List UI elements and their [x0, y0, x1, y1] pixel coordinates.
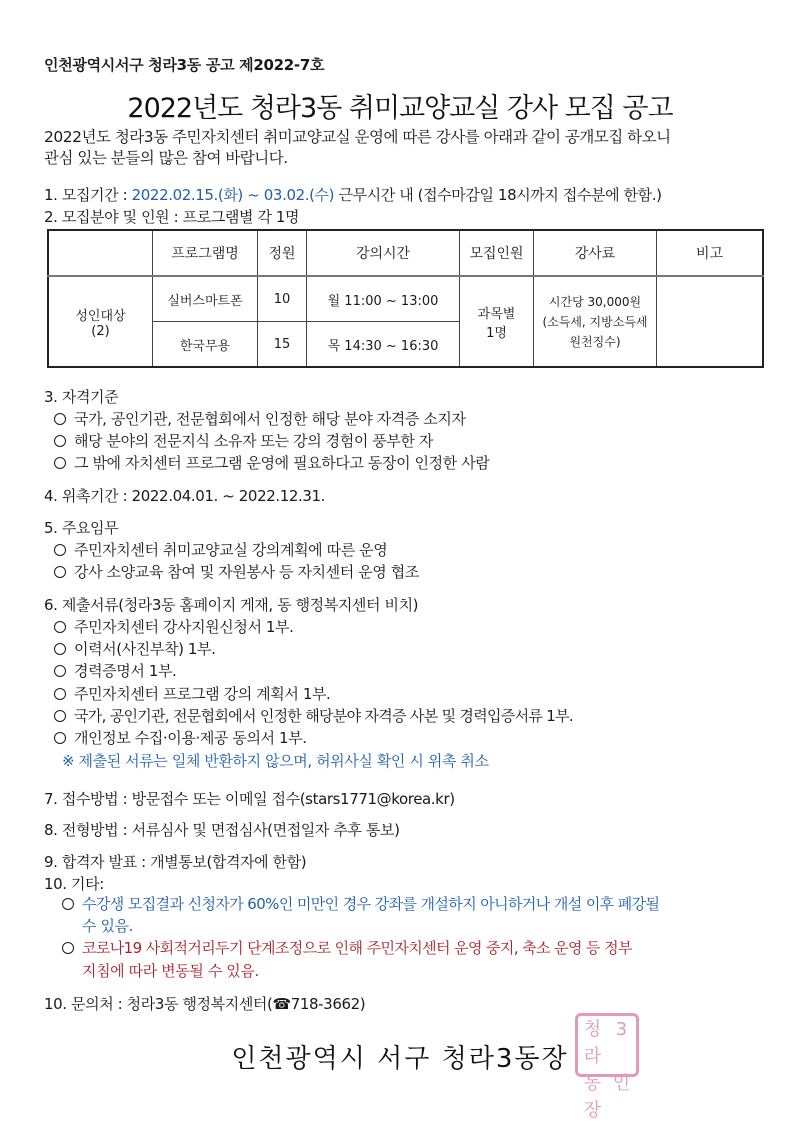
table-header-capacity: 정원	[258, 230, 307, 276]
recruit-count-line-2: 1명	[486, 325, 507, 341]
table-header-remarks: 비고	[657, 230, 764, 276]
table-row	[48, 276, 763, 322]
list-item-text: 주민자치센터 프로그램 강의 계획서 1부.	[74, 685, 331, 703]
list-item	[54, 616, 294, 637]
remarks-cell	[657, 276, 764, 367]
target-group: 성인대상	[75, 308, 126, 324]
section-other: 10. 기타:	[44, 875, 104, 893]
seal-char: 동장	[583, 1073, 602, 1121]
table-header-program: 프로그램명	[153, 230, 258, 276]
list-item-text: 주민자치센터 강사지원신청서 1부.	[74, 618, 294, 636]
list-item-text: 코로나19 사회적거리두기 단계조정으로 인해 주민자치센터 운영 중지, 축소 운영 등 정부	[82, 939, 632, 957]
section-qualifications: 3. 자격기준	[44, 388, 119, 406]
list-item-text: 수강생 모집결과 신청자가 60%인 미만인 경우 강좌를 개설하지 아니하거나 개설 이후 폐강될	[82, 895, 660, 913]
target-group-count: (2)	[91, 323, 110, 339]
fee-line-1: 시간당 30,000원	[548, 294, 642, 309]
program-time: 목 14:30 ~ 16:30	[307, 322, 460, 368]
list-item	[62, 893, 659, 914]
table-header-time: 강의시간	[307, 230, 460, 276]
section-announcement: 9. 합격자 발표 : 개별통보(합격자에 한함)	[44, 853, 307, 871]
list-item	[54, 683, 330, 704]
list-item	[62, 937, 632, 958]
program-table	[47, 229, 764, 368]
fee-line-3: 원천징수)	[569, 334, 621, 349]
section-recruit-period	[44, 184, 662, 205]
seal-char: 청라	[583, 1019, 602, 1067]
fee-line-2: (소득세, 지방소득세	[542, 314, 648, 329]
list-item	[54, 727, 307, 748]
circle-bullet-icon	[54, 457, 66, 469]
circle-bullet-icon	[54, 544, 66, 556]
official-seal-icon	[575, 1013, 639, 1121]
intro-text	[44, 127, 671, 169]
section-appointment-period: 4. 위촉기간 : 2022.04.01. ~ 2022.12.31.	[44, 487, 326, 505]
circle-bullet-icon	[54, 732, 66, 744]
list-item-text: 개인정보 수집·이용·제공 동의서 1부.	[74, 729, 307, 747]
circle-bullet-icon	[54, 643, 66, 655]
fee-cell	[534, 276, 657, 367]
intro-line-1: 2022년도 청라3동 주민자치센터 취미교양교실 운영에 따른 강사를 아래과 같이 공개모집 하오니	[44, 128, 671, 146]
program-name: 실버스마트폰	[153, 276, 258, 322]
documents-notice: ※ 제출된 서류는 일체 반환하지 않으며, 허위사실 확인 시 위촉 취소	[62, 752, 489, 770]
list-item	[54, 408, 466, 429]
recruit-period-dates: 2022.02.15.(화) ~ 03.02.(수)	[131, 186, 335, 204]
list-item-text: 주민자치센터 취미교양교실 강의계획에 따른 운영	[74, 541, 388, 559]
program-name: 한국무용	[153, 322, 258, 368]
list-item	[54, 705, 573, 726]
table-header-row	[48, 230, 763, 276]
program-time: 월 11:00 ~ 13:00	[307, 276, 460, 322]
list-item-text: 이력서(사진부착) 1부.	[74, 640, 216, 658]
target-group-cell	[48, 276, 153, 367]
circle-bullet-icon	[54, 435, 66, 447]
intro-line-2: 관심 있는 분들의 많은 참여 바랍니다.	[44, 149, 288, 167]
page-title: 2022년도 청라3동 취미교양교실 강사 모집 공고	[127, 93, 673, 124]
section-contact: 10. 문의처 : 청라3동 행정복지센터(☎718-3662)	[44, 995, 366, 1013]
recruit-period-note: 근무시간 내 (접수마감일 18시까지 접수분에 한함.)	[334, 186, 662, 204]
list-item-continuation: 지침에 따라 변동될 수 있음.	[82, 962, 259, 980]
list-item-text: 경력증명서 1부.	[74, 662, 177, 680]
program-capacity: 15	[258, 322, 307, 368]
list-item	[54, 539, 387, 560]
circle-bullet-icon	[54, 688, 66, 700]
circle-bullet-icon	[54, 413, 66, 425]
list-item	[54, 430, 433, 451]
section-documents: 6. 제출서류(청라3동 홈페이지 게재, 동 행정복지센터 비치)	[44, 596, 419, 614]
table-header-blank	[48, 230, 153, 276]
seal-char: 인	[612, 1073, 631, 1094]
circle-bullet-icon	[54, 710, 66, 722]
list-item-text: 강사 소양교육 참여 및 자원봉사 등 자치센터 운영 협조	[74, 563, 419, 581]
list-item	[54, 452, 489, 473]
list-item-continuation: 수 있음.	[82, 917, 134, 935]
recruit-count-cell	[460, 276, 534, 367]
notice-number: 인천광역시서구 청라3동 공고 제2022-7호	[44, 56, 325, 74]
section-screening-method: 8. 전형방법 : 서류심사 및 면접심사(면접일자 추후 통보)	[44, 821, 400, 839]
circle-bullet-icon	[54, 665, 66, 677]
section-1-label: 1. 모집기간 :	[44, 186, 132, 204]
list-item-text: 해당 분야의 전문지식 소유자 또는 강의 경험이 풍부한 자	[74, 432, 434, 450]
circle-bullet-icon	[62, 942, 74, 954]
list-item	[54, 660, 176, 681]
seal-char: 3	[615, 1019, 628, 1040]
circle-bullet-icon	[54, 566, 66, 578]
program-capacity: 10	[258, 276, 307, 322]
list-item-text: 그 밖에 자치센터 프로그램 운영에 필요하다고 동장이 인정한 사람	[74, 454, 490, 472]
section-main-duties: 5. 주요임무	[44, 519, 119, 537]
list-item-text: 국가, 공인기관, 전문협회에서 인정한 해당 분야 자격증 소지자	[74, 410, 466, 428]
circle-bullet-icon	[62, 898, 74, 910]
circle-bullet-icon	[54, 621, 66, 633]
signature: 인천광역시 서구 청라3동장	[231, 1044, 569, 1074]
list-item	[54, 638, 216, 659]
table-header-recruit: 모집인원	[460, 230, 534, 276]
section-submission-method: 7. 접수방법 : 방문접수 또는 이메일 접수(stars1771@korea.kr)	[44, 790, 455, 808]
list-item	[54, 561, 419, 582]
list-item-text: 국가, 공인기관, 전문협회에서 인정한 해당분야 자격증 사본 및 경력입증서류 1부.	[74, 707, 573, 725]
table-header-fee: 강사료	[534, 230, 657, 276]
section-recruit-field: 2. 모집분야 및 인원 : 프로그램별 각 1명	[44, 208, 300, 226]
recruit-count-line-1: 과목별	[477, 306, 516, 322]
